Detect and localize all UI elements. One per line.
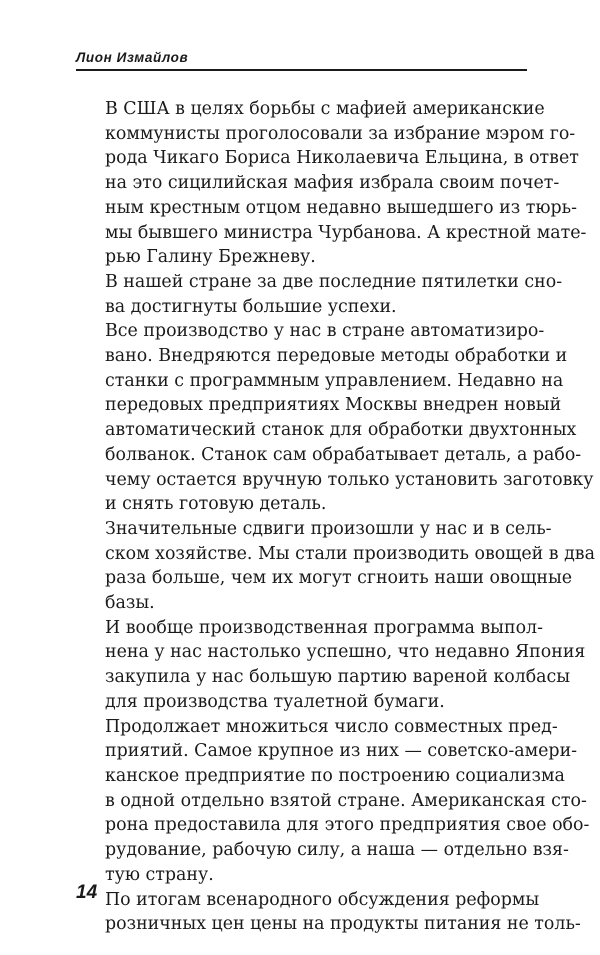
text-line: базы. xyxy=(105,593,155,614)
text-line: раза больше, чем их могут сгноить наши овощные xyxy=(105,568,573,589)
text-line: передовых предприятиях Москвы внедрен новый xyxy=(105,395,562,416)
paragraph xyxy=(76,270,563,319)
paragraph xyxy=(76,715,590,888)
text-line: и снять готовую деталь. xyxy=(105,494,327,515)
text-line: болванок. Станок сам обрабатывает деталь, а рабо- xyxy=(105,444,582,465)
text-line: в одной отдельно взятой стране. Американская сто- xyxy=(105,790,587,811)
body-text xyxy=(76,97,595,937)
text-line: станки с программным управлением. Недавно на xyxy=(105,370,564,391)
text-line: ва достигнуты большие успехи. xyxy=(105,296,397,317)
text-line: ным крестным отцом недавно вышедшего из тюрь- xyxy=(105,197,577,218)
text-line: для производства туалетной бумаги. xyxy=(105,691,445,712)
text-line: В нашей стране за две последние пятилетки сно- xyxy=(105,271,563,292)
text-line: ском хозяйстве. Мы стали производить овощей в два xyxy=(105,543,595,564)
paragraph xyxy=(76,888,581,937)
text-line: нена у нас настолько успешно, что недавно Япония xyxy=(105,642,586,663)
text-line: приятий. Самое крупное из них — советско-амери- xyxy=(105,741,578,762)
text-line: мы бывшего министра Чурбанова. А крестной мате- xyxy=(105,222,587,243)
text-line: рью Галину Брежневу. xyxy=(105,247,316,268)
text-line: По итогам всенародного обсуждения реформы xyxy=(105,889,540,910)
running-header-author: Лион Измайлов xyxy=(76,50,189,65)
text-line: канское предприятие по построению социализма xyxy=(105,765,565,786)
text-line: вано. Внедряются передовые методы обработки и xyxy=(105,346,568,367)
text-line: рона предоставила для этого предприятия свое обо- xyxy=(105,815,590,836)
page-number: 14 xyxy=(76,882,98,903)
text-line: Все производство у нас в стране автоматизиро- xyxy=(105,321,545,342)
text-line: тую страну. xyxy=(105,864,214,885)
text-line: Значительные сдвиги произошли у нас и в сель- xyxy=(105,518,552,539)
text-line: автоматический станок для обработки двухтонных xyxy=(105,420,577,441)
paragraph xyxy=(76,517,595,616)
text-line: чему остается вручную только установить заготовку xyxy=(105,469,594,490)
text-line: рудование, рабочую силу, а наша — отдельно взя- xyxy=(105,840,569,861)
text-line: И вообще производственная программа выпол- xyxy=(105,617,543,638)
text-line: коммунисты проголосовали за избрание мэром го- xyxy=(105,123,576,144)
paragraph xyxy=(76,319,594,517)
paragraph xyxy=(76,97,587,270)
header-rule xyxy=(76,69,527,71)
paragraph xyxy=(76,616,586,715)
text-line: В США в целях борьбы с мафией американские xyxy=(105,99,545,119)
text-line: рода Чикаго Бориса Николаевича Ельцина, в ответ xyxy=(105,148,579,169)
text-line: Продолжает множиться число совместных пред- xyxy=(105,716,558,737)
text-line: на это сицилийская мафия избрала своим почет- xyxy=(105,173,560,194)
text-line: розничных цен цены на продукты питания не толь- xyxy=(105,914,581,935)
text-line: закупила у нас большую партию вареной колбасы xyxy=(105,667,571,688)
